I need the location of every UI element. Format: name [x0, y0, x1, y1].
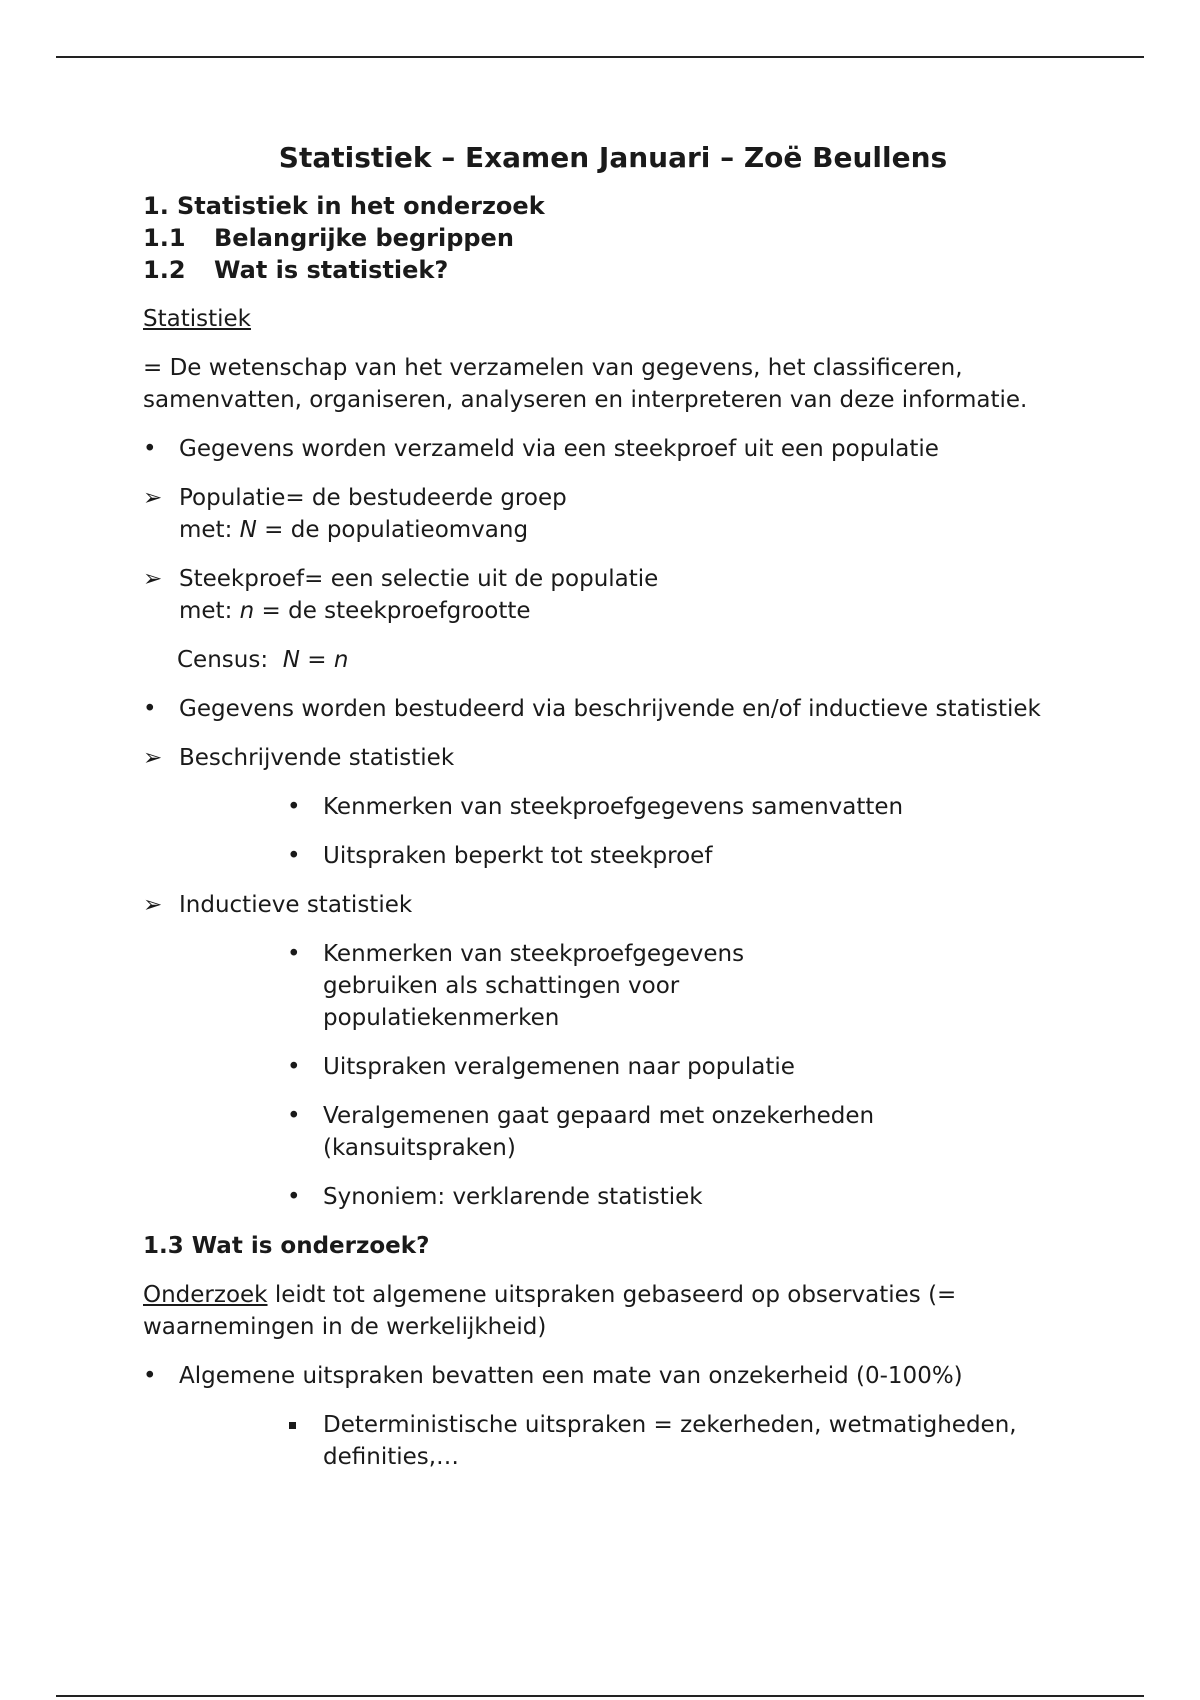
bullet-item: • Gegevens worden bestudeerd via beschrijvende en/of inductieve statistiek — [143, 693, 1083, 725]
definition-text: = De wetenschap van het verzamelen van gegevens, het classificeren, samenvatten, organiseren, analyseren en interpreteren van deze informatie. — [143, 355, 1028, 413]
definition-term: Statistiek — [143, 306, 251, 332]
bullet-icon: • — [143, 436, 157, 462]
bullet-icon: • — [287, 843, 301, 869]
bullet-item: • Algemene uitspraken bevatten een mate van onzekerheid (0-100%) — [143, 1360, 1083, 1392]
heading-1 — [143, 190, 1083, 222]
census-line: Census: N = n — [177, 647, 349, 673]
arrow-item-steekproef: ➢ Steekproef= een selectie uit de populatie met: n = de steekproefgrootte — [143, 563, 1083, 627]
sub-bullet-item: • Uitspraken beperkt tot steekproef — [143, 840, 1083, 872]
arrow-icon: ➢ — [143, 566, 163, 592]
bullet-icon: • — [287, 941, 301, 967]
bullet-icon: • — [143, 696, 157, 722]
research-definition: Onderzoek leidt tot algemene uitspraken gebaseerd op observaties (= waarnemingen in de werkelijkheid) — [143, 1282, 957, 1340]
bullet-item: • Gegevens worden verzameld via een steekproef uit een populatie — [143, 433, 1083, 465]
heading-1-3: 1.3 Wat is onderzoek? — [143, 1233, 430, 1259]
footer-rule — [56, 1695, 1144, 1697]
arrow-icon: ➢ — [143, 892, 163, 918]
square-bullet-icon — [287, 1409, 323, 1441]
heading-text: Statistiek in het onderzoek — [177, 192, 545, 220]
bullet-icon: • — [143, 1363, 157, 1389]
sub-bullet-item: • Kenmerken van steekproefgegevens gebruiken als schattingen voor populatiekenmerken — [143, 938, 1083, 1034]
heading-number: 1.2 — [143, 256, 186, 284]
document-body — [143, 138, 1083, 1490]
arrow-item-populatie: ➢ Populatie= de bestudeerde groep met: N = de populatieomvang — [143, 482, 1083, 546]
sub-bullet-item: • Uitspraken veralgemenen naar populatie — [143, 1051, 1083, 1083]
arrow-icon: ➢ — [143, 745, 163, 771]
arrow-item-inductief: ➢ Inductieve statistiek — [143, 889, 1083, 921]
sub-bullet-item: • Veralgemenen gaat gepaard met onzekerheden (kansuitspraken) — [143, 1100, 1083, 1164]
sub-square-item: Deterministische uitspraken = zekerheden, wetmatigheden, definities,… — [143, 1409, 1083, 1473]
heading-1-1 — [143, 222, 1083, 254]
heading-1-2 — [143, 254, 1083, 286]
sub-bullet-item: • Synoniem: verklarende statistiek — [143, 1181, 1083, 1213]
heading-number: 1. — [143, 192, 169, 220]
bullet-icon: • — [287, 1184, 301, 1210]
heading-number: 1.1 — [143, 224, 186, 252]
header-rule — [56, 56, 1144, 58]
census-formula: N = n — [282, 647, 349, 673]
bullet-icon: • — [287, 1054, 301, 1080]
heading-text: Belangrijke begrippen — [214, 224, 514, 252]
bullet-icon: • — [287, 794, 301, 820]
heading-text: Wat is statistiek? — [214, 256, 449, 284]
page-title: Statistiek – Examen Januari – Zoë Beullens — [278, 141, 948, 174]
bullet-icon: • — [287, 1103, 301, 1129]
arrow-item-beschrijvend: ➢ Beschrijvende statistiek — [143, 742, 1083, 774]
sub-bullet-item: • Kenmerken van steekproefgegevens samenvatten — [143, 791, 1083, 823]
arrow-icon: ➢ — [143, 485, 163, 511]
